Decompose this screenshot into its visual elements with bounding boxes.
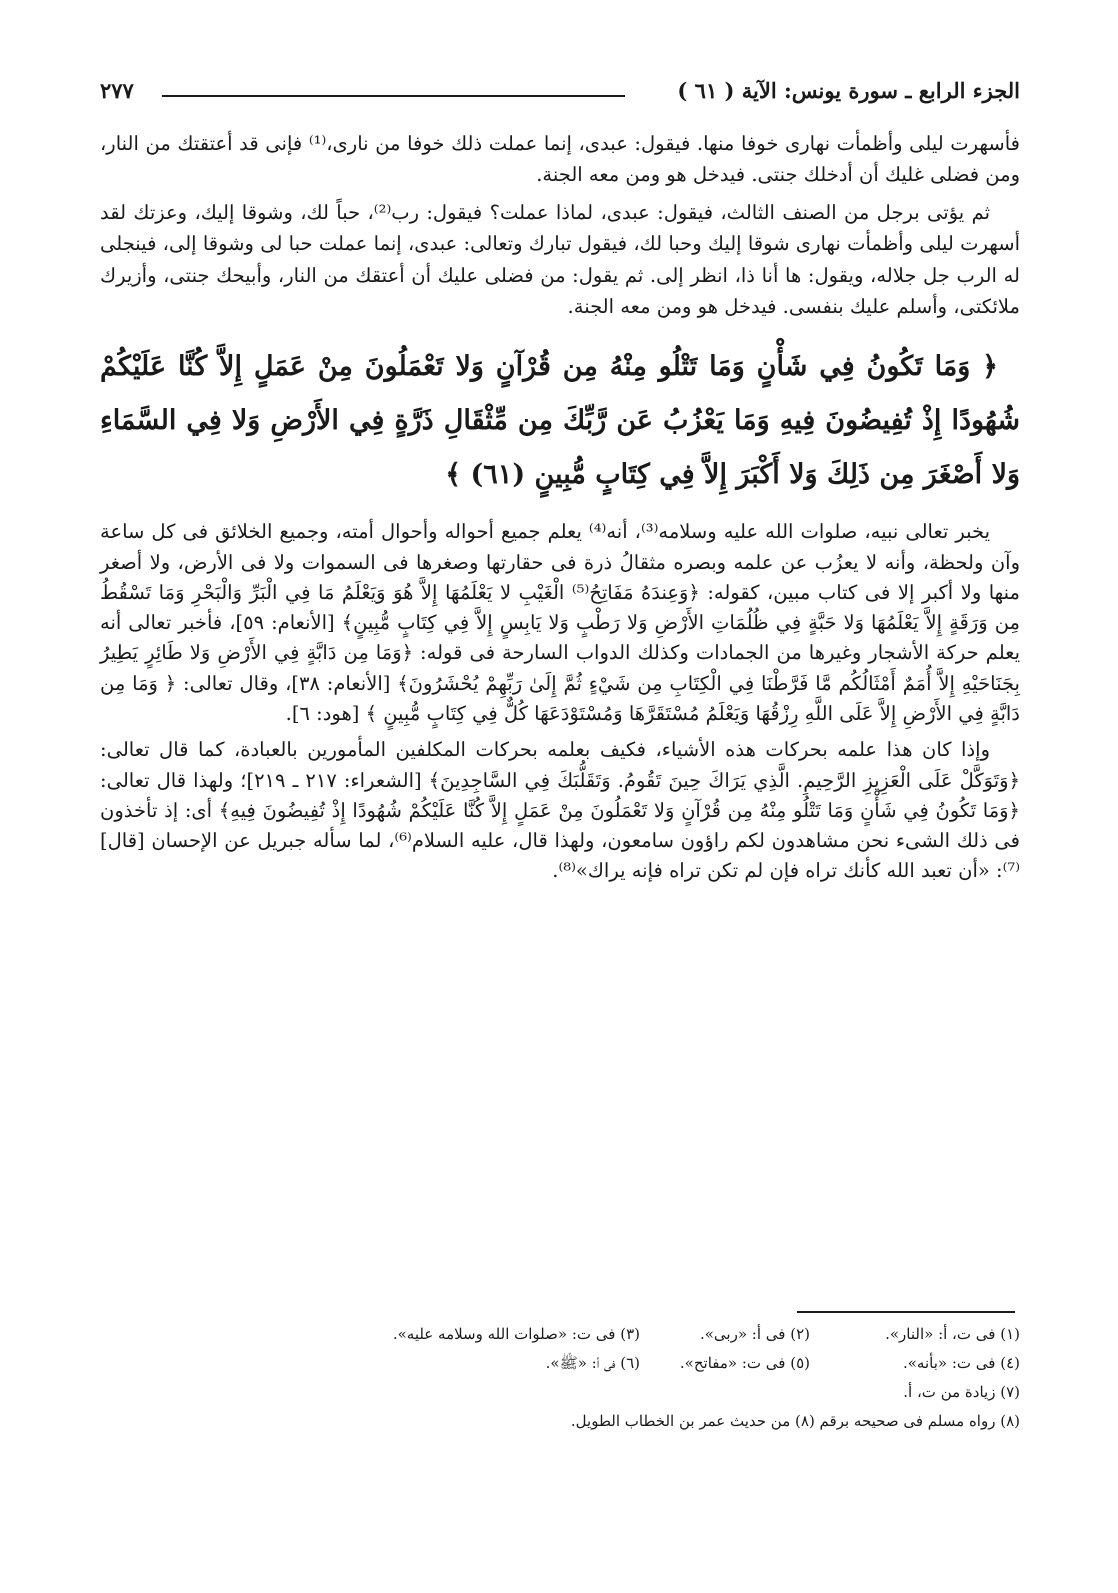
- footnote-7: (٧) زيادة من ت، أ.: [903, 1383, 1020, 1401]
- header-title: الجزء الرابع ـ سورة يونس: الآية ( ٦١ ): [677, 78, 1020, 103]
- page-number: ٢٧٧: [100, 78, 134, 103]
- body-text: [100, 128, 1020, 892]
- footnotes: [240, 1320, 1020, 1436]
- quran-verse: ﴿ وَمَا تَكُونُ فِي شَأْنٍ وَمَا تَتْلُو مِنْهُ مِن قُرْآنٍ وَلا تَعْمَلُونَ مِنْ عَمَلٍ إِلاَّ كُنَّا عَلَيْكُمْ شُهُودًا إِذْ تُفِيضُونَ فِيهِ وَمَا يَعْزُبُ عَن رَّبِّكَ مِن مِّثْقَالِ ذَرَّةٍ فِي الأَرْضِ وَلا فِي السَّمَاءِ وَلا أَصْغَرَ مِن ذَلِكَ وَلا أَكْبَرَ إِلاَّ فِي كِتَابٍ مُّبِينٍ (٦١) ﴾: [100, 351, 1020, 490]
- paragraph-1: فأسهرت ليلى وأظمأت نهارى خوفا منها. فيقول: عبدى، إنما عملت ذلك خوفا من نارى،⁽¹⁾ فإنى قد أعتقتك من النار، ومن فضلى غليك أن أدخلك جنتى. فيدخل هو ومن معه الجنة.: [100, 132, 1020, 187]
- footnote-row: [240, 1320, 1020, 1349]
- footnote-6: (٦) فى أ: «ﷺ».: [545, 1354, 640, 1372]
- footnote-row: [240, 1349, 1020, 1378]
- footnote-1: (١) فى ت، أ: «النار».: [885, 1325, 1020, 1343]
- paragraph-2: ثم يؤتى برجل من الصنف الثالث، فيقول: عبدى، لماذا عملت؟ فيقول: رب⁽²⁾، حباً لك، وشوقا إليك، وعزتك لقد أسهرت ليلى وأظمأت نهارى شوقا إليك وحبا لك، فيقول تبارك وتعالى: عبدى، إنما عملت حبا لى وشوقا إلى، فينجلى له الرب جل جلاله، ويقول: ها أنا ذا، انظر إلى. ثم يقول: من فضلى عليك أن أعتقك من النار، وأبيحك جنتى، وأزيرك ملائكتى، وأسلم عليك بنفسى. فيدخل هو ومن معه الجنة.: [100, 200, 1020, 319]
- footnote-rule: [797, 1311, 1015, 1313]
- footnote-4: (٤) فى ت: «بأنه».: [902, 1354, 1020, 1372]
- footnote-8: (٨) رواه مسلم فى صحيحه برقم (٨) من حديث عمر بن الخطاب الطويل.: [570, 1412, 1020, 1430]
- header-rule: [162, 95, 625, 97]
- footnote-row: [240, 1407, 1020, 1436]
- paragraph-3: يخبر تعالى نبيه، صلوات الله عليه وسلامه⁽³⁾، أنه⁽⁴⁾ يعلم جميع أحواله وأحوال أمته، وجميع الخلائق فى كل ساعة وآن ولحظة، وأنه لا يعزُب عن علمه وبصره مثقالُ ذرة فى حقارتها وصغرها فى السموات ولا فى الأرض، ولا أصغر منها ولا أكبر إلا فى كتاب مبين، كقوله: ﴿وَعِندَهُ مَفَاتِحُ⁽⁵⁾ الْغَيْبِ لا يَعْلَمُهَا إِلاَّ هُوَ وَيَعْلَمُ مَا فِي الْبَرِّ وَالْبَحْرِ وَمَا تَسْقُطُ مِن وَرَقَةٍ إِلاَّ يَعْلَمُهَا وَلا حَبَّةٍ فِي ظُلُمَاتِ الأَرْضِ وَلا رَطْبٍ وَلا يَابِسٍ إِلاَّ فِي كِتَابٍ مُّبِينٍ﴾ [الأنعام: ٥٩]، فأخبر تعالى أنه يعلم حركة الأشجار وغيرها من الجمادات وكذلك الدواب السارحة فى قوله: ﴿وَمَا مِن دَابَّةٍ فِي الأَرْضِ وَلا طَائِرٍ يَطِيرُ بِجَنَاحَيْهِ إِلاَّ أُمَمٌ أَمْثَالُكُم مَّا فَرَّطْنَا فِي الْكِتَابِ مِن شَيْءٍ ثُمَّ إِلَىٰ رَبِّهِمْ يُحْشَرُونَ﴾ [الأنعام: ٣٨]، وقال تعالى: ﴿ وَمَا مِن دَابَّةٍ فِي الأَرْضِ إِلاَّ عَلَى اللَّهِ رِزْقُهَا وَيَعْلَمُ مُسْتَقَرَّهَا وَمُسْتَوْدَعَهَا كُلٌّ فِي كِتَابٍ مُّبِينٍ ﴾ [هود: ٦].: [100, 520, 1021, 725]
- footnote-2: (٢) فى أ: «ربى».: [699, 1325, 810, 1343]
- paragraph-4: وإذا كان هذا علمه بحركات هذه الأشياء، فكيف بعلمه بحركات المكلفين المأمورين بالعبادة، كما قال تعالى: ﴿وَتَوَكَّلْ عَلَى الْعَزِيزِ الرَّحِيمِ. الَّذِي يَرَاكَ حِينَ تَقُومُ. وَتَقَلُّبَكَ فِي السَّاجِدِينَ﴾ [الشعراء: ٢١٧ ـ ٢١٩]؛ ولهذا قال تعالى: ﴿وَمَا تَكُونُ فِي شَأْنٍ وَمَا تَتْلُو مِنْهُ مِن قُرْآنٍ وَلا تَعْمَلُونَ مِنْ عَمَلٍ إِلاَّ كُنَّا عَلَيْكُمْ شُهُودًا إِذْ تُفِيضُونَ فِيهِ﴾ أى: إذ تأخذون فى ذلك الشىء نحن مشاهدون لكم راؤون سامعون، ولهذا قال، عليه السلام⁽⁶⁾، لما سأله جبريل عن الإحسان [قال]⁽⁷⁾: «أن تعبد الله كأنك تراه فإن لم تكن تراه فإنه يراك»⁽⁸⁾.: [100, 738, 1020, 883]
- running-header: [100, 78, 1020, 122]
- footnote-5: (٥) فى ت: «مفاتح».: [679, 1354, 810, 1372]
- footnote-row: [240, 1378, 1020, 1407]
- footnote-3: (٣) فى ت: «صلوات الله وسلامه عليه».: [392, 1325, 640, 1343]
